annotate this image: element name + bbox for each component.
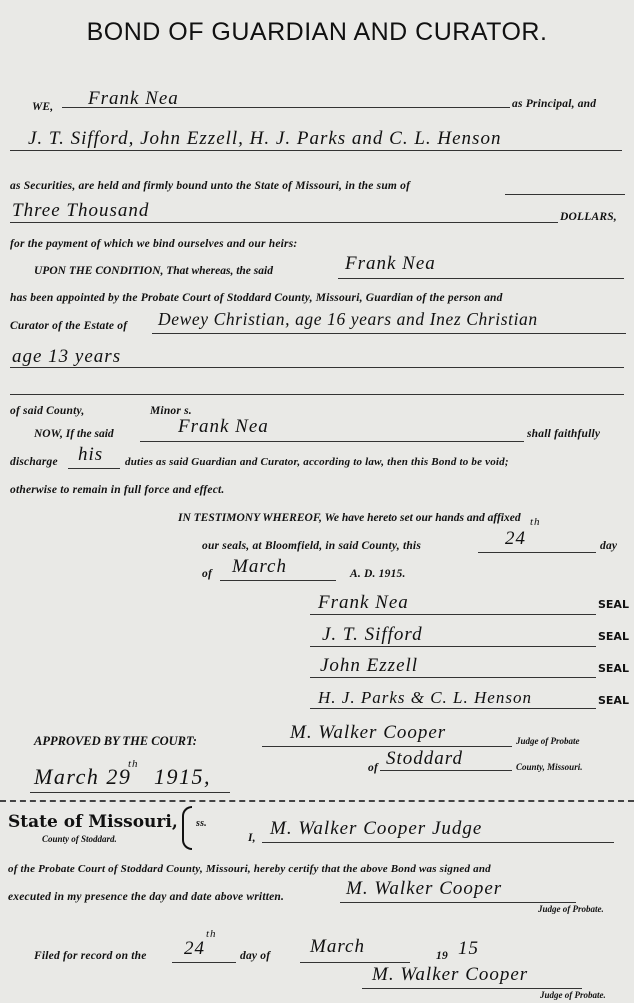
filed-day-sup: th <box>206 928 217 940</box>
signature-2: J. T. Sifford <box>322 624 423 645</box>
filed-day-underline <box>172 962 236 963</box>
seal-2: SEAL <box>598 630 629 643</box>
wards-underline3 <box>10 394 624 395</box>
we-label: WE, <box>32 101 54 113</box>
cert-sig-underline <box>340 902 576 903</box>
sum-lead-underline <box>505 194 625 195</box>
now-suffix: shall faithfully <box>527 428 601 440</box>
filed-sig-underline <box>362 988 582 989</box>
cert-sig-label: Judge of Probate. <box>538 904 604 914</box>
filed-sig-label: Judge of Probate. <box>540 990 606 1000</box>
judge-label: Judge of Probate <box>516 736 580 746</box>
wards-underline2 <box>10 367 624 368</box>
sum-underline <box>10 222 558 223</box>
month-ad: A. D. 1915. <box>350 568 406 580</box>
condition-underline <box>338 278 624 279</box>
principal-suffix: as Principal, and <box>512 98 597 110</box>
date-underline <box>30 792 230 793</box>
filed-prefix: Filed for record on the <box>34 950 147 962</box>
filed-signature: M. Walker Cooper <box>372 964 529 985</box>
minors-label: Minor s. <box>150 405 192 417</box>
wards-line2: age 13 years <box>12 346 122 367</box>
county-prefix: of said County, <box>10 405 85 417</box>
cert-county: County of Stoddard. <box>42 834 117 844</box>
approved-year: 1915, <box>154 764 211 789</box>
cert-judge: M. Walker Cooper Judge <box>270 818 483 839</box>
pronoun-underline <box>68 468 120 469</box>
seals-suffix: day <box>600 540 618 552</box>
seal-4: SEAL <box>598 694 629 707</box>
curator-prefix: Curator of the Estate of <box>10 320 128 332</box>
signature-line-2 <box>310 646 596 647</box>
seals-day-sup: th <box>530 516 541 528</box>
approved-county: Stoddard <box>386 748 463 769</box>
signature-line-4 <box>310 708 596 709</box>
signature-3: John Ezzell <box>320 655 419 676</box>
dollars-label: DOLLARS, <box>560 211 617 223</box>
filed-month: March <box>310 936 365 957</box>
cert-ss: ss. <box>196 818 207 829</box>
condition-name: Frank Nea <box>345 253 436 274</box>
securities-names: J. T. Sifford, John Ezzell, H. J. Parks and C. L. Henson <box>28 128 502 149</box>
condition-prefix: UPON THE CONDITION, That whereas, the said <box>34 265 273 277</box>
cert-judge-underline <box>262 842 614 843</box>
filed-year: 15 <box>458 938 479 959</box>
filed-month-underline <box>300 962 410 963</box>
document-title: BOND OF GUARDIAN AND CURATOR. <box>86 18 548 46</box>
seals-day-num: 24 <box>505 528 526 549</box>
principal-name: Frank Nea <box>88 88 179 109</box>
filed-day: 24 <box>184 938 205 959</box>
discharge-prefix: discharge <box>10 456 58 468</box>
securities-underline <box>10 150 622 151</box>
otherwise-line: otherwise to remain in full force and effect. <box>10 484 225 496</box>
signature-1: Frank Nea <box>318 592 409 613</box>
filed-year-prefix: 19 <box>436 950 448 962</box>
month-underline <box>220 580 336 581</box>
testimony-line: IN TESTIMONY WHEREOF, We have hereto set our hands and affixed <box>178 512 521 524</box>
wards-underline1 <box>152 333 626 334</box>
approved-date: March 29 <box>34 764 132 789</box>
cert-bracket <box>182 806 192 850</box>
cert-line1: of the Probate Court of Stoddard County, Missouri, hereby certify that the above Bond was signed and <box>8 863 491 875</box>
day-underline <box>478 552 596 553</box>
now-underline <box>140 441 524 442</box>
cert-line2: executed in my presence the day and date above written. <box>8 891 285 903</box>
judge-underline <box>262 746 512 747</box>
discharge-pronoun: his <box>78 444 104 465</box>
month-name: March <box>232 556 287 577</box>
principal-underline <box>62 107 510 108</box>
cert-state: State of Missouri, <box>8 812 178 832</box>
now-name: Frank Nea <box>178 416 269 437</box>
section-divider <box>0 800 634 805</box>
signature-4: H. J. Parks & C. L. Henson <box>318 688 532 707</box>
seals-prefix: our seals, at Bloomfield, in said County, this <box>202 540 422 552</box>
seal-1: SEAL <box>598 598 629 611</box>
seal-3: SEAL <box>598 662 629 675</box>
approved-label: APPROVED BY THE COURT: <box>34 734 197 748</box>
approved-of: of <box>368 762 378 774</box>
sum-written: Three Thousand <box>12 200 150 221</box>
signature-line-3 <box>310 677 596 678</box>
payment-clause: for the payment of which we bind ourselves and our heirs: <box>10 238 298 250</box>
cert-signature: M. Walker Cooper <box>346 878 503 899</box>
now-prefix: NOW, If the said <box>34 428 114 440</box>
approved-date-sup: th <box>128 758 139 770</box>
wards-line1: Dewey Christian, age 16 years and Inez Christian <box>158 309 538 329</box>
cert-i: I, <box>248 832 256 844</box>
discharge-suffix: duties as said Guardian and Curator, according to law, then this Bond to be void; <box>125 456 509 468</box>
county-underline <box>380 770 512 771</box>
signature-line-1 <box>310 614 596 615</box>
month-of: of <box>202 568 212 580</box>
approved-judge-signature: M. Walker Cooper <box>290 722 447 743</box>
filed-day-of: day of <box>240 950 271 962</box>
county-label: County, Missouri. <box>516 762 583 772</box>
appointed-line: has been appointed by the Probate Court of Stoddard County, Missouri, Guardian of the person and <box>10 292 503 304</box>
securities-clause: as Securities, are held and firmly bound unto the State of Missouri, in the sum of <box>10 180 411 192</box>
